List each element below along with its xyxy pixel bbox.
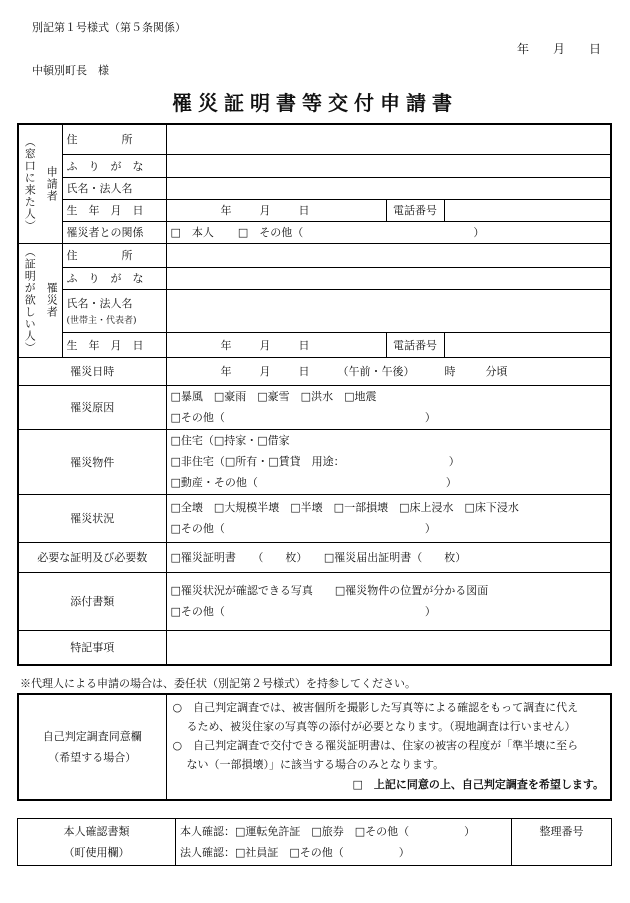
cause-other-line [171, 407, 607, 428]
status-options[interactable]: □全壊 □大規模半壊 □半壊 □一部損壊 □床上浸水 □床下浸水 [170, 501, 519, 514]
status-close-paren: ） [424, 522, 436, 535]
confirm-label-cell [18, 819, 176, 866]
applicant-birth-year: 年 [220, 204, 232, 217]
status-other-checkbox[interactable]: □その他（ [170, 522, 225, 535]
consent-label: 自己判定調査同意欄 [42, 730, 142, 743]
property-movable-line [171, 472, 607, 493]
victim-name-field[interactable] [166, 289, 611, 332]
victim-group-title: 罹災者 [45, 282, 59, 318]
document-title-text: 罹災証明書等交付申請書 [172, 91, 458, 115]
property-field [166, 429, 611, 494]
confirm-options-cell [176, 819, 512, 866]
consent-checkbox[interactable]: □ 上記に同意の上、自己判定調査を希望します。 [352, 778, 604, 791]
applicant-relation-field [166, 221, 611, 243]
consent-table [17, 693, 612, 801]
consent-para2-line1: ○ 自己判定調査で交付できる罹災証明書は、住家の被害の程度が「準半壊に至ら [172, 739, 579, 752]
dt-day: 日 [298, 365, 310, 378]
notes-label: 特記事項 [18, 630, 166, 665]
attach-options[interactable]: □罹災状況が確認できる写真 □罹災物件の位置が分かる図面 [170, 584, 489, 597]
applicant-name-label: 氏名・法人名 [62, 177, 166, 199]
date-day-label: 日 [589, 42, 602, 56]
consent-label-note: （希望する場合） [48, 751, 137, 764]
applicant-furigana-label: ふ り が な [62, 154, 166, 177]
cause-label: 罹災原因 [18, 385, 166, 429]
corporate-id-options[interactable]: 法人確認：□社員証 □その他（ ） [180, 846, 410, 859]
property-nonhousing-line [171, 451, 607, 472]
date-month-label: 月 [553, 42, 566, 56]
attach-label: 添付書類 [18, 572, 166, 630]
applicant-furigana-field[interactable] [166, 154, 611, 177]
consent-para1-line1: ○ 自己判定調査では、被害個所を撮影した写真等による確認をもって調査に代え [172, 701, 579, 714]
applicant-birth-month: 月 [259, 204, 271, 217]
cause-close-paren: ） [424, 411, 436, 424]
property-label: 罹災物件 [18, 429, 166, 494]
reference-number-label: 整理番号 [539, 825, 584, 838]
attach-close-paren: ） [424, 605, 436, 618]
property-housing-option[interactable]: □住宅（□持家・□借家 [170, 434, 290, 447]
victim-address-field[interactable] [166, 243, 611, 267]
dt-year: 年 [220, 365, 232, 378]
addressee: 中頓別町長 様 [32, 64, 109, 77]
dt-hour: 時 [444, 365, 456, 378]
relation-close-paren: ） [473, 226, 485, 239]
victim-name-label-cell [62, 289, 166, 332]
victim-furigana-label: ふ り が な [62, 267, 166, 289]
victim-phone-field[interactable] [444, 332, 611, 357]
victim-group-label [18, 243, 62, 357]
victim-name-sublabel: (世帯主・代表者) [66, 316, 137, 326]
reference-number-cell[interactable] [512, 819, 612, 866]
applicant-relation-label: 罹災者との関係 [62, 221, 166, 243]
applicant-birth-label: 生 年 月 日 [62, 199, 166, 221]
applicant-group-label [18, 124, 62, 243]
applicant-address-label: 住 所 [62, 124, 166, 154]
attach-other-line [171, 601, 607, 622]
document-title [0, 87, 630, 116]
relation-other-checkbox[interactable]: □ その他（ [237, 226, 304, 239]
application-form-table [17, 123, 612, 666]
victim-furigana-field[interactable] [166, 267, 611, 289]
victim-name-label: 氏名・法人名 [66, 297, 133, 310]
cert-options[interactable]: □罹災証明書 （ 枚） □罹災届出証明書（ 枚） [166, 542, 611, 572]
consent-para2-line2: ない（一部損壊）」に該当する場合のみとなります。 [186, 758, 445, 771]
relation-self-checkbox[interactable]: □ 本人 [170, 226, 214, 239]
victim-birth-day: 日 [298, 338, 310, 352]
disaster-datetime-field[interactable] [166, 357, 611, 385]
applicant-birth-day: 日 [298, 204, 310, 217]
property-movable-option[interactable]: □動産・その他（ [170, 476, 258, 489]
applicant-birth-field[interactable] [166, 199, 386, 221]
date-year-label: 年 [517, 42, 530, 56]
victim-birth-month: 月 [259, 338, 271, 352]
property-movable-close: ） [445, 476, 457, 489]
dt-ampm: （午前・午後） [337, 365, 415, 378]
applicant-phone-label: 電話番号 [386, 199, 444, 221]
form-number: 別記第１号様式（第５条関係） [32, 21, 186, 34]
applicant-address-field[interactable] [166, 124, 611, 154]
consent-body [166, 694, 611, 800]
victim-birth-label: 生 年 月 日 [62, 332, 166, 357]
property-nonhousing-option[interactable]: □非住宅（□所有・□賃貸 用途： [170, 455, 345, 468]
confirm-label: 本人確認書類 [63, 825, 130, 838]
cause-other-checkbox[interactable]: □その他（ [170, 411, 225, 424]
applicant-name-field[interactable] [166, 177, 611, 199]
victim-birth-field[interactable] [166, 332, 386, 357]
personal-id-options[interactable]: 本人確認：□運転免許証 □旅券 □その他（ ） [180, 825, 476, 838]
victim-birth-year: 年 [220, 338, 232, 352]
status-other-line [171, 518, 607, 539]
cause-field [166, 385, 611, 429]
property-nonhousing-close: ） [448, 455, 460, 468]
notes-field[interactable] [166, 630, 611, 665]
dt-month: 月 [259, 365, 271, 378]
cause-options[interactable]: □暴風 □豪雨 □豪雪 □洪水 □地震 [170, 390, 377, 403]
attach-field [166, 572, 611, 630]
confirm-label-note: （町使用欄） [63, 846, 130, 859]
cert-label: 必要な証明及び必要数 [18, 542, 166, 572]
applicant-group-title: 申請者 [45, 165, 59, 202]
victim-address-label: 住 所 [62, 243, 166, 267]
applicant-phone-field[interactable] [444, 199, 611, 221]
disaster-datetime-label: 罹災日時 [18, 357, 166, 385]
dt-minute: 分頃 [485, 365, 508, 378]
consent-para1-line2: るため、被災住家の写真等の添付が必要となります。（現地調査は行いません） [186, 720, 576, 733]
status-field [166, 494, 611, 542]
applicant-group-note: （窓口に来た人） [23, 135, 37, 232]
proxy-note: ※代理人による申請の場合は、委任状（別記第２号様式）を持参してください。 [20, 677, 416, 690]
consent-label-cell [18, 694, 166, 800]
attach-other-checkbox[interactable]: □その他（ [170, 605, 225, 618]
victim-phone-label: 電話番号 [386, 332, 444, 357]
confirmation-table [17, 818, 612, 866]
victim-group-note: （証明が欲しい人） [23, 246, 37, 354]
status-label: 罹災状況 [18, 494, 166, 542]
